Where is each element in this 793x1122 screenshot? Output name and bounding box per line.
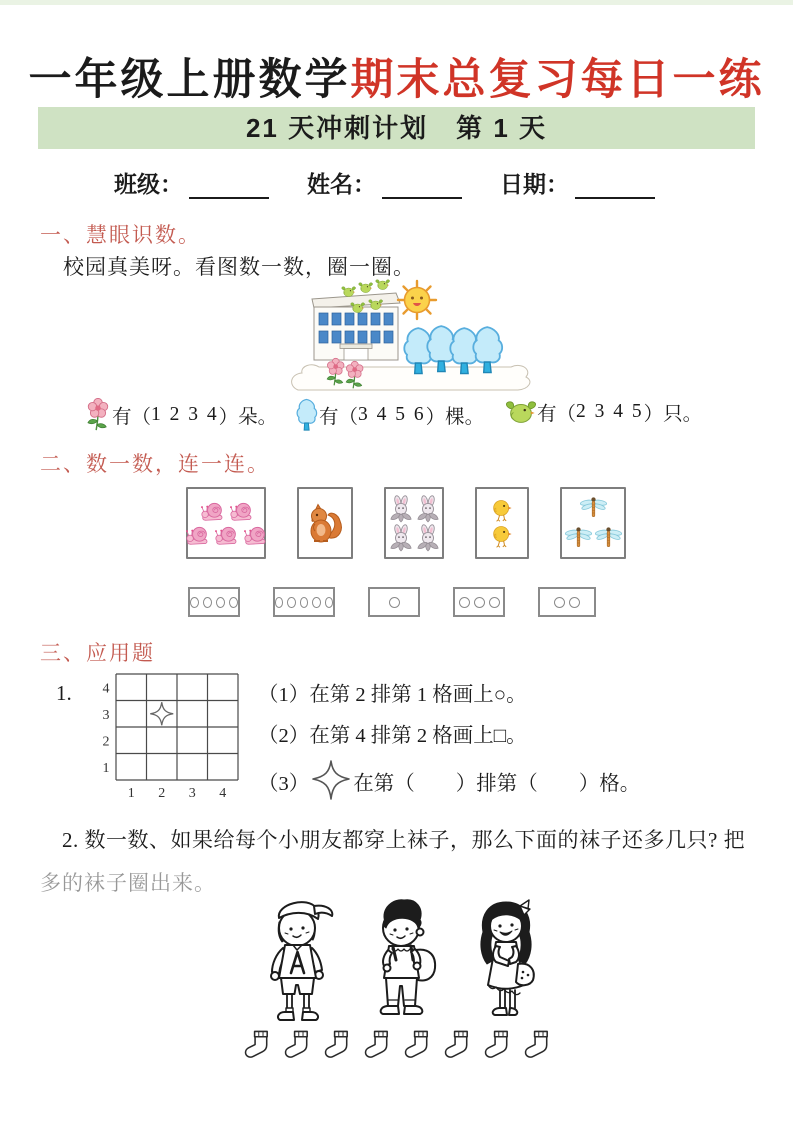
count-dot xyxy=(489,597,500,608)
count-dot xyxy=(325,597,333,608)
count-answers-row xyxy=(0,394,793,440)
svg-text:3: 3 xyxy=(188,786,196,801)
snail-icon xyxy=(242,524,268,547)
svg-text:1: 1 xyxy=(127,786,135,801)
ground-cloud xyxy=(292,365,530,390)
answer-prefix: 有（ xyxy=(537,404,577,425)
picture-boxes xyxy=(186,487,626,559)
page-title xyxy=(0,46,793,107)
svg-text:4: 4 xyxy=(219,786,227,801)
answer-options[interactable]: 3 4 5 6 xyxy=(358,404,426,425)
boy-cap-icon xyxy=(252,888,346,1024)
count-dot xyxy=(474,597,485,608)
count-dot xyxy=(312,597,320,608)
q2-text-line1: 2. 数一数、如果给每个小朋友都穿上袜子，那么下面的袜子还多几只? 把 xyxy=(62,828,746,852)
tree-count-answer xyxy=(294,398,484,432)
count-dot xyxy=(569,597,580,608)
position-grid[interactable] xyxy=(88,671,248,803)
dot-box-2[interactable] xyxy=(538,587,596,617)
dot-box-5[interactable] xyxy=(273,587,335,617)
snail-icon xyxy=(228,500,254,523)
picture-box-snail[interactable] xyxy=(186,487,266,559)
section1-instruction: 校园真美呀。看图数一数，圈一圈。 xyxy=(63,255,415,279)
snail-icon xyxy=(199,500,225,523)
dot-box-1[interactable] xyxy=(368,587,420,617)
sun-icon xyxy=(398,281,436,319)
field-name-label: 姓名： xyxy=(307,171,376,197)
dragonfly-icon xyxy=(580,494,607,523)
q1-item-1: （1）在第 2 排第 1 格画上○。 xyxy=(258,684,527,706)
q1-item-2: （2）在第 4 排第 2 格画上□。 xyxy=(258,725,527,747)
answer-suffix: ）棵。 xyxy=(425,407,485,428)
rabbit-icon xyxy=(389,495,413,523)
snail-icon xyxy=(213,524,239,547)
plan-banner: 21 天冲刺计划 第 1 天 xyxy=(38,107,755,149)
dot-boxes xyxy=(188,587,596,617)
bird-icon xyxy=(505,400,537,425)
answer-prefix: 有（ xyxy=(319,407,359,428)
class-blank[interactable] xyxy=(189,173,269,199)
answer-suffix: ）只。 xyxy=(643,404,703,425)
count-dot xyxy=(287,597,295,608)
school-building-icon xyxy=(312,293,400,360)
sock-icon[interactable] xyxy=(362,1028,393,1062)
count-dot xyxy=(459,597,470,608)
count-dot xyxy=(203,597,212,608)
count-dot xyxy=(216,597,225,608)
answer-suffix: ）朵。 xyxy=(218,406,278,428)
field-name xyxy=(307,166,462,199)
rabbit-icon xyxy=(416,524,440,552)
answer-options[interactable]: 1 2 3 4 xyxy=(151,403,219,425)
section1-heading: 一、慧眼识数。 xyxy=(40,223,201,247)
field-date-label: 日期： xyxy=(500,171,569,197)
squirrel-icon xyxy=(306,502,344,544)
q1-item-3[interactable] xyxy=(258,759,640,803)
field-class-label: 班级： xyxy=(114,171,183,197)
socks-row xyxy=(242,1028,553,1062)
svg-text:1: 1 xyxy=(102,760,110,776)
answer-prefix: 有（ xyxy=(112,406,152,428)
campus-scene[interactable] xyxy=(286,278,538,392)
section2-heading: 二、数一数，连一连。 xyxy=(40,452,270,476)
picture-box-dragonfly[interactable] xyxy=(560,487,626,559)
tree-icon xyxy=(294,398,319,432)
chick-icon xyxy=(491,524,513,549)
picture-box-chick[interactable] xyxy=(475,487,529,559)
question1-number: 1. xyxy=(56,681,72,705)
page-top-edge xyxy=(0,0,793,5)
sock-icon[interactable] xyxy=(402,1028,433,1062)
svg-text:2: 2 xyxy=(158,786,166,801)
dot-box-3[interactable] xyxy=(453,587,505,617)
tree-icon xyxy=(404,326,502,374)
svg-text:4: 4 xyxy=(102,681,110,697)
answer-options[interactable]: 2 3 4 5 xyxy=(576,401,644,422)
dragonfly-icon xyxy=(565,524,592,553)
section3-heading: 三、应用题 xyxy=(40,641,155,665)
sock-icon[interactable] xyxy=(522,1028,553,1062)
name-blank[interactable] xyxy=(382,173,462,199)
snail-icon xyxy=(184,524,210,547)
girl-icon xyxy=(460,894,554,1024)
rabbit-icon xyxy=(389,524,413,552)
question1-items xyxy=(258,677,640,803)
count-dot xyxy=(389,597,400,608)
date-blank[interactable] xyxy=(575,173,655,199)
dragonfly-icon xyxy=(595,524,622,553)
q1-item3-prefix: （3） xyxy=(258,773,310,795)
boy-backpack-icon xyxy=(356,892,450,1024)
picture-box-rabbit[interactable] xyxy=(384,487,444,559)
q1-item3-text: 在第（ ）排第（ ）格。 xyxy=(353,773,641,795)
question2 xyxy=(40,824,762,897)
count-dot xyxy=(554,597,565,608)
field-class xyxy=(114,166,269,199)
dot-box-4[interactable] xyxy=(188,587,240,617)
sock-icon[interactable] xyxy=(242,1028,273,1062)
flower-count-answer xyxy=(84,398,277,431)
field-date xyxy=(500,166,655,199)
rabbit-icon xyxy=(416,495,440,523)
sock-icon[interactable] xyxy=(442,1028,473,1062)
count-dot xyxy=(275,597,283,608)
four-point-star-icon xyxy=(311,759,351,803)
sock-icon[interactable] xyxy=(482,1028,513,1062)
svg-text:2: 2 xyxy=(102,734,110,750)
count-dot xyxy=(300,597,308,608)
children-row xyxy=(252,888,554,1024)
sock-icon[interactable] xyxy=(282,1028,313,1062)
grid-star-icon xyxy=(150,702,173,725)
flower-icon xyxy=(84,398,112,431)
count-dot xyxy=(190,597,199,608)
svg-text:3: 3 xyxy=(102,707,110,723)
q2-text-line2: 多的袜子圈出来。 xyxy=(40,871,216,895)
count-dot xyxy=(229,597,238,608)
title-topic: 期末总复习每日一练 xyxy=(350,56,765,104)
sock-icon[interactable] xyxy=(322,1028,353,1062)
student-info-row xyxy=(114,166,655,199)
picture-box-squirrel[interactable] xyxy=(297,487,353,559)
chick-icon xyxy=(491,498,513,523)
title-course: 一年级上册数学 xyxy=(28,56,351,104)
bird-count-answer xyxy=(505,398,702,426)
